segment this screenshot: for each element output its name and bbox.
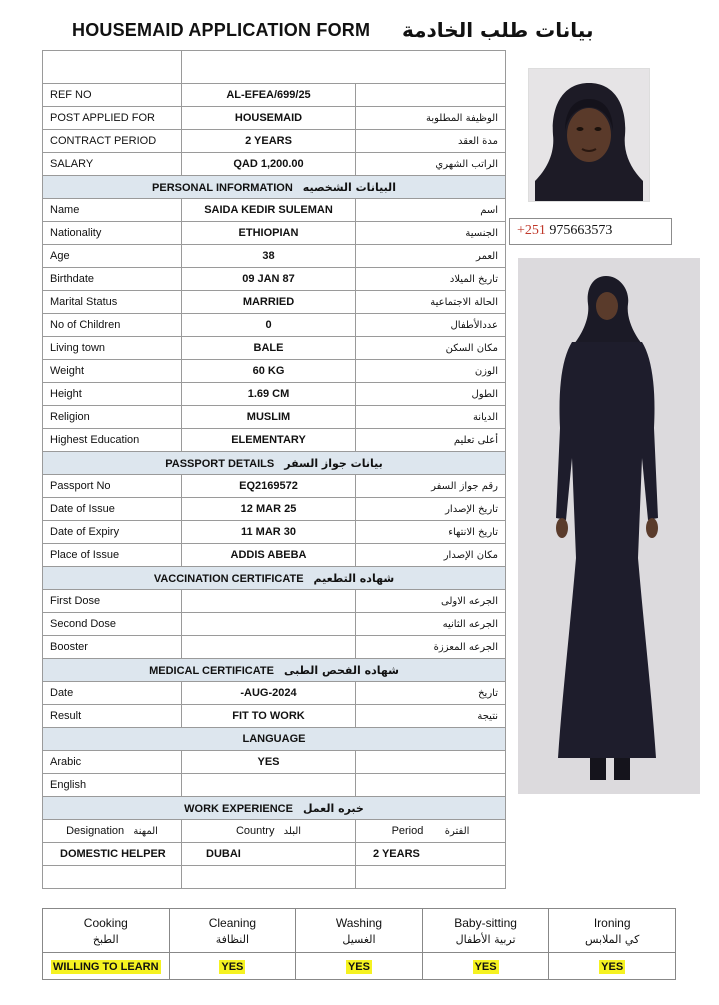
skill-label-arabic: النظافة	[215, 932, 250, 946]
field-value: 09 JAN 87	[182, 268, 356, 291]
work-period: 2 YEARS	[356, 843, 506, 866]
work-row	[43, 843, 506, 866]
field-value: 60 KG	[182, 360, 356, 383]
section-title-arabic: شهاده التطعيم	[313, 571, 395, 585]
section-title: PASSPORT DETAILS	[165, 457, 275, 470]
form-row-religion	[43, 406, 506, 429]
section-title: PERSONAL INFORMATION	[152, 181, 293, 194]
headshot-photo	[528, 68, 650, 202]
field-label: Booster	[43, 636, 182, 659]
form-row-height	[43, 383, 506, 406]
field-label: POST APPLIED FOR	[43, 107, 182, 130]
col-label: Designation	[66, 825, 125, 837]
form-row-first-dose	[43, 590, 506, 613]
skill-label-arabic: الغسيل	[342, 932, 376, 946]
skill-baby-sitting	[422, 909, 549, 953]
field-value: MARRIED	[182, 291, 356, 314]
blank-cell	[182, 866, 356, 889]
skill-answer: YES	[347, 961, 370, 973]
full-body-illustration	[518, 258, 700, 794]
form-row-medical-date	[43, 682, 506, 705]
form-row-second-dose	[43, 613, 506, 636]
field-label-arabic: أعلى تعليم	[356, 429, 506, 452]
field-value: QAD 1,200.00	[182, 153, 356, 176]
form-row-date-of-expiry	[43, 521, 506, 544]
application-form-table	[42, 50, 506, 889]
skill-label: Cleaning	[208, 915, 257, 930]
work-columns-row	[43, 820, 506, 843]
form-row-date-of-issue	[43, 498, 506, 521]
field-label: First Dose	[43, 590, 182, 613]
col-label-arabic: البلد	[283, 826, 302, 837]
form-row-post	[43, 107, 506, 130]
skill-cleaning	[169, 909, 296, 953]
field-value: SAIDA KEDIR SULEMAN	[182, 199, 356, 222]
section-title-arabic: بيانات جواز السفر	[284, 456, 383, 470]
form-row-birthdate	[43, 268, 506, 291]
field-label: CONTRACT PERIOD	[43, 130, 182, 153]
field-label: Marital Status	[43, 291, 182, 314]
field-value	[182, 613, 356, 636]
field-label: Weight	[43, 360, 182, 383]
form-row-nationality	[43, 222, 506, 245]
field-label-arabic: نتيجة	[356, 705, 506, 728]
blank-cell	[182, 51, 506, 84]
field-label: Place of Issue	[43, 544, 182, 567]
work-designation: DOMESTIC HELPER	[43, 843, 182, 866]
section-title-arabic: خبره العمل	[302, 801, 364, 815]
work-col-period	[356, 820, 506, 843]
skills-table	[42, 908, 676, 980]
field-label-arabic: تاريخ الانتهاء	[356, 521, 506, 544]
field-label-arabic: تاريخ الإصدار	[356, 498, 506, 521]
section-medical-header	[43, 659, 506, 682]
form-row-ref-no	[43, 84, 506, 107]
col-label: Country	[235, 825, 275, 837]
field-value: EQ2169572	[182, 475, 356, 498]
skill-label-arabic: تربية الأطفال	[455, 932, 516, 946]
field-label-arabic: الجنسية	[356, 222, 506, 245]
field-label: Passport No	[43, 475, 182, 498]
field-label-arabic: الوظيفة المطلوبة	[356, 107, 506, 130]
phone-number: 975663573	[549, 223, 613, 238]
field-label: Religion	[43, 406, 182, 429]
field-label: Date of Issue	[43, 498, 182, 521]
section-title: WORK EXPERIENCE	[184, 802, 293, 815]
field-value: 2 YEARS	[182, 130, 356, 153]
field-label: Second Dose	[43, 613, 182, 636]
field-label-arabic: العمر	[356, 245, 506, 268]
field-label: Name	[43, 199, 182, 222]
field-value: MUSLIM	[182, 406, 356, 429]
blank-cell	[43, 51, 182, 84]
field-label: SALARY	[43, 153, 182, 176]
field-value: ADDIS ABEBA	[182, 544, 356, 567]
phone-country-code: +251	[517, 223, 546, 238]
work-col-designation	[43, 820, 182, 843]
col-label-arabic: الفترة	[444, 826, 470, 837]
section-title: LANGUAGE	[43, 728, 506, 751]
skill-ironing	[549, 909, 676, 953]
form-row-medical-result	[43, 705, 506, 728]
form-row-marital-status	[43, 291, 506, 314]
field-value: -AUG-2024	[182, 682, 356, 705]
skill-label: Baby-sitting	[454, 915, 517, 930]
section-vaccination-header	[43, 567, 506, 590]
section-title: MEDICAL CERTIFICATE	[149, 664, 274, 677]
field-label-arabic: الطول	[356, 383, 506, 406]
skills-answer-row	[43, 953, 676, 980]
field-value: ELEMENTARY	[182, 429, 356, 452]
field-label-arabic: الجرعه الثانيه	[356, 613, 506, 636]
field-value: 1.69 CM	[182, 383, 356, 406]
field-label-arabic: تاريخ الميلاد	[356, 268, 506, 291]
form-row-living-town	[43, 337, 506, 360]
field-label: Living town	[43, 337, 182, 360]
form-row-contract	[43, 130, 506, 153]
form-row-arabic	[43, 751, 506, 774]
form-row-passport-no	[43, 475, 506, 498]
field-value: ETHIOPIAN	[182, 222, 356, 245]
field-label-arabic: الحالة الاجتماعية	[356, 291, 506, 314]
section-work-header	[43, 797, 506, 820]
form-row-place-of-issue	[43, 544, 506, 567]
section-title: VACCINATION CERTIFICATE	[153, 572, 304, 585]
phone-number-box	[509, 218, 672, 245]
headshot-illustration	[529, 69, 649, 201]
skill-answer: YES	[601, 961, 624, 973]
skills-header-row	[43, 909, 676, 953]
field-value: YES	[182, 751, 356, 774]
field-label: Highest Education	[43, 429, 182, 452]
section-title-arabic: شهاده الفحص الطبى	[283, 663, 399, 677]
blank-cell	[43, 866, 182, 889]
field-value: FIT TO WORK	[182, 705, 356, 728]
skill-label: Washing	[335, 915, 383, 930]
field-value	[182, 636, 356, 659]
form-row-education	[43, 429, 506, 452]
field-label-arabic: الجرعه الاولى	[356, 590, 506, 613]
form-row-booster	[43, 636, 506, 659]
field-label: Height	[43, 383, 182, 406]
work-row-empty	[43, 866, 506, 889]
skill-answer: YES	[474, 961, 497, 973]
field-label-arabic: مكان الإصدار	[356, 544, 506, 567]
form-row-children	[43, 314, 506, 337]
field-label-arabic: مكان السكن	[356, 337, 506, 360]
col-label-arabic: المهنة	[133, 826, 158, 837]
skill-label-arabic: كي الملابس	[585, 932, 640, 946]
field-label: Date of Expiry	[43, 521, 182, 544]
field-value	[182, 774, 356, 797]
skill-label-arabic: الطبخ	[92, 932, 119, 946]
skill-label: Cooking	[83, 915, 128, 930]
form-row-salary	[43, 153, 506, 176]
field-label: Nationality	[43, 222, 182, 245]
field-label: Age	[43, 245, 182, 268]
skill-cooking	[43, 909, 170, 953]
field-label-arabic	[356, 751, 506, 774]
field-value: 11 MAR 30	[182, 521, 356, 544]
section-passport-header	[43, 452, 506, 475]
field-label: Birthdate	[43, 268, 182, 291]
field-label-arabic	[356, 84, 506, 107]
field-label-arabic: مدة العقد	[356, 130, 506, 153]
form-row-age	[43, 245, 506, 268]
skill-label: Ironing	[593, 915, 631, 930]
field-label: Result	[43, 705, 182, 728]
section-language-header	[43, 728, 506, 751]
field-label: Arabic	[43, 751, 182, 774]
field-value: 0	[182, 314, 356, 337]
field-label-arabic: اسم	[356, 199, 506, 222]
form-row-weight	[43, 360, 506, 383]
section-title-arabic: البيانات الشخصيه	[302, 180, 396, 194]
field-label-arabic: الراتب الشهري	[356, 153, 506, 176]
field-label: No of Children	[43, 314, 182, 337]
work-country: DUBAI	[182, 843, 356, 866]
field-label-arabic: عددالأطفال	[356, 314, 506, 337]
field-value: HOUSEMAID	[182, 107, 356, 130]
field-label-arabic: الجرعه المعززة	[356, 636, 506, 659]
section-personal-header	[43, 176, 506, 199]
skill-answer: YES	[221, 961, 244, 973]
field-label: REF NO	[43, 84, 182, 107]
field-value: AL-EFEA/699/25	[182, 84, 356, 107]
form-row-english	[43, 774, 506, 797]
form-row-name	[43, 199, 506, 222]
field-value: 38	[182, 245, 356, 268]
form-title: HOUSEMAID APPLICATION FORM	[72, 20, 371, 40]
field-label: Date	[43, 682, 182, 705]
full-body-photo	[518, 258, 700, 794]
field-label-arabic	[356, 774, 506, 797]
skill-answer: WILLING TO LEARN	[53, 961, 159, 973]
form-title-arabic: بيانات طلب الخادمة	[402, 18, 594, 42]
skill-washing	[296, 909, 423, 953]
blank-cell	[356, 866, 506, 889]
work-col-country	[182, 820, 356, 843]
col-label: Period	[391, 825, 424, 837]
field-label-arabic: الوزن	[356, 360, 506, 383]
field-label-arabic: تاريخ	[356, 682, 506, 705]
field-label: English	[43, 774, 182, 797]
field-value: 12 MAR 25	[182, 498, 356, 521]
field-value: BALE	[182, 337, 356, 360]
field-value	[182, 590, 356, 613]
field-label-arabic: الديانة	[356, 406, 506, 429]
form-blank-header-row	[43, 51, 506, 84]
field-label-arabic: رقم جواز السفر	[356, 475, 506, 498]
